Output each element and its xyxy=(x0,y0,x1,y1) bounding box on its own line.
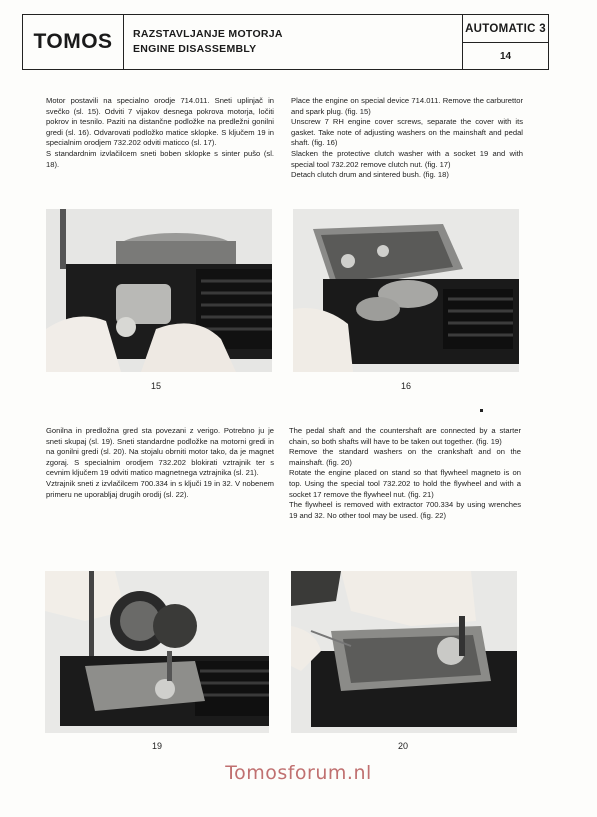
photo-fig-16 xyxy=(293,209,519,372)
figure-label-20: 20 xyxy=(397,741,408,751)
paragraph: Vztrajnik sneti z izvlačilcem 700.334 in s ključi 19 in 32. V nobenem primeru ne uporabljaj drugih orodij (sl. 22). xyxy=(46,478,274,499)
print-speck xyxy=(480,409,483,412)
header-right xyxy=(463,15,548,69)
figure-label-15: 15 xyxy=(150,381,161,391)
paragraph: Detach clutch drum and sintered bush. (fig. 18) xyxy=(291,170,449,180)
photo-fig-15 xyxy=(46,209,272,372)
section1-slovene-text xyxy=(46,96,274,170)
paragraph: Motor postavili na specialno orodje 714.011. Sneti uplinjač in svečko (sl. 15). Odviti 7 vijakov desnega pokrova motorja, ločiti pokrov in tesnilo. Paziti na distančne podložke na predležni gonilni gredi (sl. 16). Odvarovati podložko matice sklopke. S ključem 19 in specialnim orodjem 732.202 odviti maticco (sl. 17). xyxy=(46,96,274,148)
title-slovene: RAZSTAVLJANJE MOTORJA xyxy=(133,28,283,40)
paragraph: Remove the standard washers on the crankshaft and on the mainshaft. (fig. 20) xyxy=(289,447,521,467)
engine-carburettor-image xyxy=(46,209,272,372)
shafts-removal-image xyxy=(45,571,269,733)
paragraph: The pedal shaft and the countershaft are connected by a starter chain, so both shafts will have to be taken out together. (fig. 19) xyxy=(289,426,521,446)
model-name: AUTOMATIC 3 xyxy=(463,15,548,43)
paragraph: The flywheel is removed with extractor 700.334 by using wrenches 19 and 32. No other tool may be used. (fig. 22) xyxy=(289,500,521,520)
brand-logo: TOMOS xyxy=(23,15,124,69)
figure-label-19: 19 xyxy=(151,741,162,751)
header-title xyxy=(123,15,463,69)
page-number: 14 xyxy=(499,51,512,62)
section2-slovene-text xyxy=(46,426,274,500)
paragraph: Place the engine on special device 714.011. Remove the carburettor and spark plug. (fig. 15) xyxy=(291,96,523,116)
paragraph: Rotate the engine placed on stand so that flywheel magneto is on top. Using the special tool 732.202 to hold the flywheel and with a socket 17 remove the flywheel nut. (fig. 21) xyxy=(289,468,521,499)
paragraph: S standardnim izvlačilcem sneti boben sklopke s sinter pušo (sl. 18). xyxy=(46,148,274,169)
section1-english-text xyxy=(291,96,523,181)
paragraph: Gonilna in predložna gred sta povezani z verigo. Potrebno ju je sneti skupaj (sl. 19). Sneti standardne podložke na motorni gredi in na gonilni gredi (sl. 20). Na stojalu obrniti motor tako, da je magnet zgoraj. S specialnim orodjem 732.202 blokirati vztrajnik ter s cevnim ključem 19 odviti matico magnetnega vztrajnika (sl. 21). xyxy=(46,426,274,478)
engine-cover-removed-image xyxy=(293,209,519,372)
title-english: ENGINE DISASSEMBLY xyxy=(133,43,257,55)
section2-english-text xyxy=(289,426,521,521)
washers-removal-image xyxy=(291,571,517,733)
figure-label-16: 16 xyxy=(400,381,411,391)
paragraph: Slacken the protective clutch washer with a socket 19 and with special tool 732.202 remove clutch nut. (fig. 17) xyxy=(291,148,523,169)
photo-fig-19 xyxy=(45,571,269,733)
page-header xyxy=(22,14,549,70)
photo-fig-20 xyxy=(291,571,517,733)
paragraph: Unscrew 7 RH engine cover screws, separate the cover with its gasket. Take note of adjusting washers on the mainshaft and pedal shaft. (fig. 16) xyxy=(291,117,523,148)
watermark-text: Tomosforum.nl xyxy=(225,762,372,784)
